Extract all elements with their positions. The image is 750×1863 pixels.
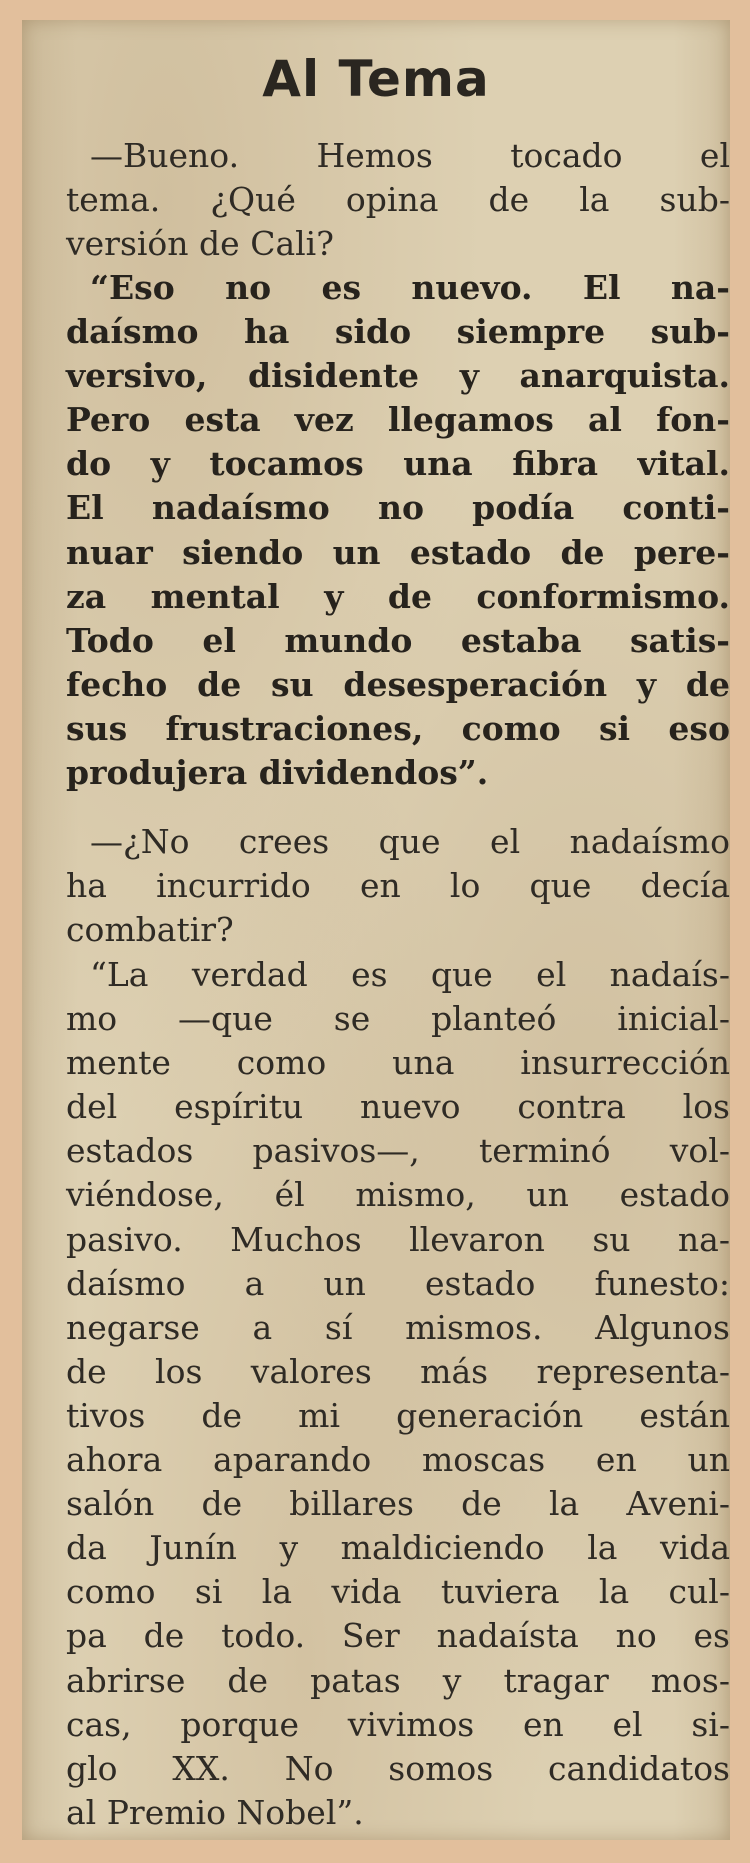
- text-line: ahora aparando moscas en un: [66, 1440, 730, 1480]
- text-line: versión de Cali?: [66, 224, 334, 264]
- text-line: al Premio Nobel”.: [66, 1792, 364, 1832]
- text-line: ha incurrido en lo que decía: [66, 866, 730, 906]
- text-line: versivo, disidente y anarquista.: [66, 356, 730, 396]
- text-line: mente como una insurrección: [66, 1043, 730, 1083]
- text-line: pa de todo. Ser nadaísta no es: [66, 1616, 730, 1656]
- text-line: abrirse de patas y tragar mos-: [66, 1660, 730, 1700]
- text-line: de los valores más representa-: [66, 1351, 730, 1391]
- text-line: negarse a sí mismos. Algunos: [66, 1307, 730, 1347]
- text-line: produjera dividendos”.: [66, 753, 489, 793]
- text-line: tivos de mi generación están: [66, 1395, 730, 1435]
- text-line: cas, porque vivimos en el si-: [66, 1704, 730, 1744]
- text-line: estados pasivos—, terminó vol-: [66, 1131, 730, 1171]
- paragraph-answer-1: [66, 266, 730, 795]
- text-line: za mental y de conformismo.: [66, 576, 730, 616]
- paragraph-question-2: [66, 820, 730, 952]
- text-line: viéndose, él mismo, un estado: [66, 1175, 730, 1215]
- text-line: Pero esta vez llegamos al fon-: [66, 400, 730, 440]
- article-title: Al Tema: [262, 50, 490, 108]
- text-line: daísmo ha sido siempre sub-: [66, 312, 730, 352]
- text-line: —Bueno. Hemos tocado el: [90, 136, 730, 175]
- text-line: combatir?: [66, 910, 234, 950]
- text-line: Todo el mundo estaba satis-: [66, 620, 730, 660]
- text-line: fecho de su desesperación y de: [66, 664, 730, 704]
- text-line: “La verdad es que el nadaís-: [90, 955, 730, 994]
- text-line: glo XX. No somos candidatos: [66, 1748, 730, 1788]
- text-line: salón de billares de la Aveni-: [66, 1484, 730, 1524]
- paragraph-question-1: [66, 134, 730, 266]
- text-line: nuar siendo un estado de pere-: [66, 532, 730, 572]
- newspaper-clipping: [22, 20, 730, 1840]
- text-line: sus frustraciones, como si eso: [66, 708, 730, 748]
- text-line: del espíritu nuevo contra los: [66, 1087, 730, 1127]
- text-line: mo —que se planteó inicial-: [66, 999, 730, 1039]
- text-line: do y tocamos una fibra vital.: [66, 444, 730, 484]
- text-line: daísmo a un estado funesto:: [66, 1263, 730, 1303]
- text-line: da Junín y maldiciendo la vida: [66, 1528, 730, 1568]
- text-line: pasivo. Muchos llevaron su na-: [66, 1219, 730, 1259]
- paragraph-answer-2: [66, 953, 730, 1835]
- text-line: tema. ¿Qué opina de la sub-: [66, 180, 730, 220]
- text-line: como si la vida tuviera la cul-: [66, 1572, 730, 1612]
- text-line: “Eso no es nuevo. El na-: [90, 268, 730, 307]
- text-line: El nadaísmo no podía conti-: [66, 488, 730, 528]
- text-line: —¿No crees que el nadaísmo: [90, 822, 730, 861]
